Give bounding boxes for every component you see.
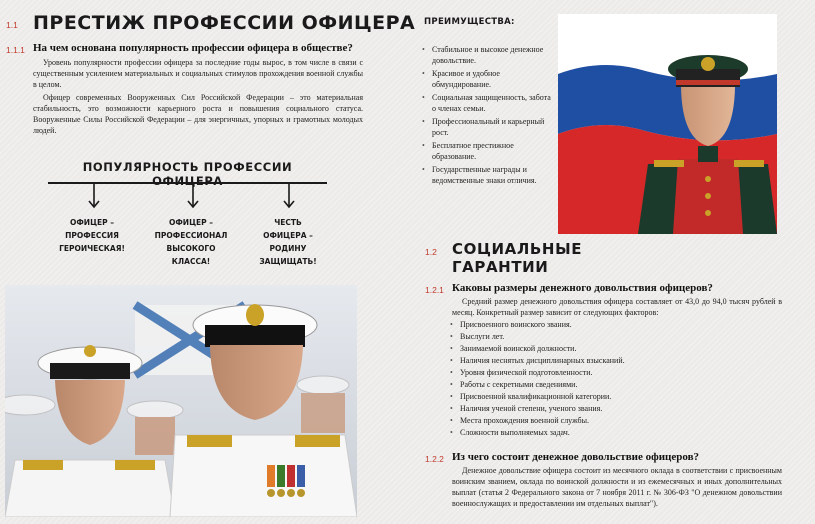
list-item: • Места прохождения военной службы.: [450, 415, 770, 427]
list-item: • Наличия ученой степени, ученого звания.: [450, 403, 770, 415]
list-item: • Присвоенной квалификационной категории.: [450, 391, 770, 403]
list-item: • Наличия неснятых дисциплинарных взысканий.: [450, 355, 770, 367]
advantages-title: ПРЕИМУЩЕСТВА:: [424, 17, 515, 27]
advantages-list: [422, 44, 552, 186]
list-item: • Уровня физической подготовленности.: [450, 367, 770, 379]
list-item: • Занимаемой воинской должности.: [450, 343, 770, 355]
question-number: 1.2.1: [425, 285, 444, 295]
section-title-line: ГАРАНТИИ: [452, 258, 549, 276]
section-number: 1.1: [6, 20, 18, 30]
popularity-arrows: [40, 180, 335, 212]
answer-paragraph: Уровень популярности профессии офицера за последние годы вырос, в том числе в связи с существенным усилением материальных и социальных стимулов прохождения военной службы в целом.: [33, 58, 363, 89]
list-item: • Социальная защищенность, забота о членах семьи.: [422, 92, 552, 114]
list-item: • Бесплатное престижное образование.: [422, 140, 552, 162]
question-title: На чем основана популярность профессии офицера в обществе?: [33, 42, 353, 54]
section-title-line: СОЦИАЛЬНЫЕ: [452, 240, 583, 258]
question-title: Каковы размеры денежного довольствия офицеров?: [452, 282, 713, 294]
section-number: 1.2: [425, 247, 437, 257]
question-title: Из чего состоит денежное довольствие офицеров?: [452, 451, 700, 463]
list-item: • Государственные награды и ведомственные знаки отличия.: [422, 164, 552, 186]
list-item: • Работы с секретными сведениями.: [450, 379, 770, 391]
list-item: • Стабильное и высокое денежное довольствие.: [422, 44, 552, 66]
list-item: • Присвоенного воинского звания.: [450, 319, 770, 331]
section-title: [452, 240, 582, 276]
section-title-text: ПРЕСТИЖ ПРОФЕССИИ ОФИЦЕРА: [33, 12, 416, 34]
list-item: • Сложности выполняемых задач.: [450, 427, 770, 439]
answer-paragraph: Денежное довольствие офицера состоит из месячного оклада в соответствии с присвоенным воинским званием, оклада по воинской должности и из ежемесячных и иных дополнительных выплат (статья 2 Федерального закона от 7 ноября 2011 г. № 306-ФЗ "О денежном довольствии военнослужащих и предоставлении им отдельных выплат").: [452, 466, 782, 508]
popularity-item: ОФИЦЕР – ПРОФЕССИОНАЛ ВЫСОКОГО КЛАССА!: [154, 218, 228, 266]
section-title: [33, 12, 415, 34]
naval-officers-photo: [5, 285, 357, 517]
question-number: 1.1.1: [6, 45, 25, 55]
popularity-title: ПОПУЛЯРНОСТЬ ПРОФЕССИИ ОФИЦЕРА: [82, 160, 293, 188]
list-item: • Профессиональный и карьерный рост.: [422, 116, 552, 138]
question-answer: [33, 57, 363, 136]
list-item: • Красивое и удобное обмундирование.: [422, 68, 552, 90]
popularity-item: ОФИЦЕР – ПРОФЕССИЯ ГЕРОИЧЕСКАЯ!: [59, 218, 125, 253]
flag-officer-photo: [558, 14, 777, 234]
answer-paragraph: Средний размер денежного довольствия офицера составляет от 43,0 до 94,0 тысяч рублей в месяц. Конкретный размер зависит от следующих факторов:: [452, 297, 782, 317]
answer-paragraph: Офицер современных Вооруженных Сил Российской Федерации – это материальная стабильность, это возможности карьерного роста и повышения социального статуса. Вооруженные Силы Российской Федерации – для энергичных, упорных и грамотных молодых людей.: [33, 93, 363, 135]
factors-list: [450, 319, 770, 439]
popularity-item: ЧЕСТЬ ОФИЦЕРА – РОДИНУ ЗАЩИЩАТЬ!: [259, 218, 317, 266]
list-item: • Выслуги лет.: [450, 331, 770, 343]
question-number: 1.2.2: [425, 454, 444, 464]
